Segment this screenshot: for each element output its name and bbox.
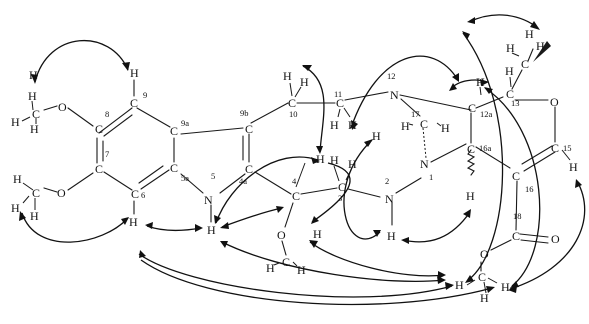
- bond: [255, 172, 291, 194]
- locant: 5a: [181, 173, 190, 183]
- bond: [522, 146, 552, 164]
- correlation-arrow: [403, 212, 470, 242]
- atom-label: C: [478, 270, 487, 284]
- atom-label: N: [385, 192, 394, 206]
- atom-label: H: [30, 122, 39, 136]
- correlation-arrow: [222, 208, 282, 227]
- locant: 4a: [239, 176, 248, 186]
- atom-label: H: [441, 121, 450, 135]
- atom-label: C: [245, 122, 254, 136]
- bond: [516, 181, 517, 230]
- bond: [290, 83, 292, 96]
- atom-label: N: [204, 193, 213, 207]
- locant: 15: [563, 143, 572, 153]
- atom-label: C: [420, 117, 429, 131]
- locant: 9b: [240, 108, 249, 118]
- atom-label: H: [536, 39, 545, 53]
- bond: [488, 278, 497, 283]
- atom-label: H: [313, 227, 322, 241]
- atom-label: H: [348, 157, 357, 171]
- locant: 10: [289, 109, 298, 119]
- arrowhead: [122, 62, 130, 71]
- atom-label: C: [467, 142, 476, 156]
- atom-label: H: [455, 278, 464, 292]
- atom-label: C: [170, 124, 179, 138]
- atom-label: H: [283, 69, 292, 83]
- locant: 8: [105, 109, 110, 119]
- atom-label: C: [521, 57, 530, 71]
- atom-label: C: [130, 96, 139, 110]
- bond: [282, 241, 286, 255]
- locant: 2: [385, 176, 390, 186]
- arrowhead: [575, 179, 582, 188]
- atom-label: H: [11, 115, 20, 129]
- atom-label: H: [401, 119, 410, 133]
- bond: [285, 203, 293, 227]
- atom-label: H: [480, 291, 489, 305]
- bond: [251, 103, 288, 123]
- atom-label: O: [277, 228, 286, 242]
- atom-label: C: [551, 141, 560, 155]
- locant: 12: [387, 71, 396, 81]
- atom-label: C: [506, 87, 515, 101]
- atom-label: H: [29, 68, 38, 82]
- atom-label: C: [32, 186, 41, 200]
- arrowhead: [510, 281, 519, 288]
- correlation-arrow: [35, 41, 128, 82]
- bond: [338, 109, 340, 117]
- locant: 16a: [479, 143, 492, 153]
- atom-label: N: [390, 88, 399, 102]
- atom-label: C: [32, 107, 41, 121]
- bond: [139, 166, 163, 183]
- atom-label: H: [466, 189, 475, 203]
- atom-label: H: [28, 89, 37, 103]
- bond: [334, 166, 339, 181]
- bond: [68, 173, 93, 190]
- arrowhead: [276, 206, 284, 213]
- bond: [44, 188, 57, 192]
- arrowhead: [195, 224, 203, 232]
- locant: 17: [411, 109, 420, 119]
- arrowhead: [145, 222, 153, 229]
- bond: [44, 106, 57, 110]
- arrowhead: [401, 237, 409, 244]
- arrowhead: [452, 73, 459, 82]
- locant: 5: [211, 171, 216, 181]
- arrowhead: [438, 271, 446, 279]
- bond: [141, 170, 169, 189]
- atom-label: C: [512, 229, 521, 243]
- atom-label: H: [569, 160, 578, 174]
- atom-label: H: [297, 263, 306, 277]
- locant: 3: [338, 193, 343, 203]
- bond: [137, 108, 170, 127]
- atom-label: H: [207, 223, 216, 237]
- locant: 7: [105, 149, 110, 159]
- arrowhead: [445, 282, 454, 290]
- bond: [99, 108, 132, 133]
- atom-label: H: [130, 66, 139, 80]
- atom-label: C: [170, 161, 179, 175]
- correlation-arrow: [147, 226, 201, 230]
- locant: 4: [292, 176, 297, 186]
- noe-correlations: [22, 15, 585, 305]
- atom-label: C: [288, 96, 297, 110]
- bond: [491, 240, 511, 250]
- arrowhead: [139, 250, 146, 258]
- atom-label: H: [505, 64, 514, 78]
- bond: [296, 163, 305, 187]
- locant: 9: [143, 90, 148, 100]
- bond: [520, 234, 548, 237]
- locant: 12a: [480, 109, 493, 119]
- atom-label: O: [480, 247, 489, 261]
- locant: 16: [525, 184, 534, 194]
- arrowhead: [302, 65, 312, 71]
- atom-label: O: [57, 186, 66, 200]
- correlation-arrow: [310, 242, 444, 276]
- atom-label: H: [300, 75, 309, 89]
- correlation-arrow: [463, 33, 503, 281]
- correlation-arrow: [510, 181, 585, 289]
- atom-label: H: [525, 27, 534, 41]
- bond: [23, 196, 29, 203]
- atom-label: C: [292, 189, 301, 203]
- locant: 6: [141, 190, 146, 200]
- bond: [510, 77, 511, 87]
- correlation-arrow: [216, 157, 318, 223]
- atom-label: O: [550, 95, 559, 109]
- atom-label: N: [420, 157, 429, 171]
- atom-label: H: [266, 261, 275, 275]
- atom-label: O: [551, 232, 560, 246]
- atom-label: O: [58, 100, 67, 114]
- bond: [104, 172, 132, 190]
- atom-label: C: [131, 187, 140, 201]
- atom-label: H: [330, 118, 339, 132]
- atom-label: H: [330, 153, 339, 167]
- atom-label: C: [338, 180, 347, 194]
- locant: 13: [511, 98, 520, 108]
- atom-label: H: [372, 129, 381, 143]
- atom-label: H: [129, 215, 138, 229]
- bond: [181, 128, 243, 134]
- bond: [521, 240, 548, 243]
- atom-label: H: [316, 152, 325, 166]
- bond: [344, 108, 350, 117]
- bond: [68, 108, 93, 126]
- atom-label: C: [468, 101, 477, 115]
- correlation-arrow: [351, 56, 458, 128]
- locant: 9a: [181, 118, 190, 128]
- bond: [348, 189, 380, 197]
- atom-label: H: [506, 41, 515, 55]
- atom-label: H: [387, 229, 396, 243]
- atom-label: C: [512, 169, 521, 183]
- atom-label: H: [348, 118, 357, 132]
- bond: [301, 188, 337, 194]
- locant: 18: [513, 211, 522, 221]
- atom-label: C: [282, 255, 291, 269]
- arrowhead: [220, 222, 229, 229]
- atom-label: C: [95, 162, 104, 176]
- atom-label: C: [95, 122, 104, 136]
- atom-label: H: [30, 209, 39, 223]
- bond: [396, 178, 421, 193]
- bond: [22, 117, 30, 121]
- atom-label: H: [11, 201, 20, 215]
- atom-label: H: [13, 172, 22, 186]
- atom-label: H: [501, 280, 510, 294]
- locant: 11: [334, 89, 343, 99]
- arrowhead: [467, 17, 475, 24]
- atom-label: C: [245, 162, 254, 176]
- atom-label: C: [336, 96, 345, 110]
- arrowhead: [462, 31, 470, 40]
- bond: [431, 144, 466, 162]
- bond: [423, 128, 426, 158]
- correlation-arrow: [139, 254, 452, 297]
- locant: 1: [429, 172, 434, 182]
- atom-label: H: [476, 75, 485, 89]
